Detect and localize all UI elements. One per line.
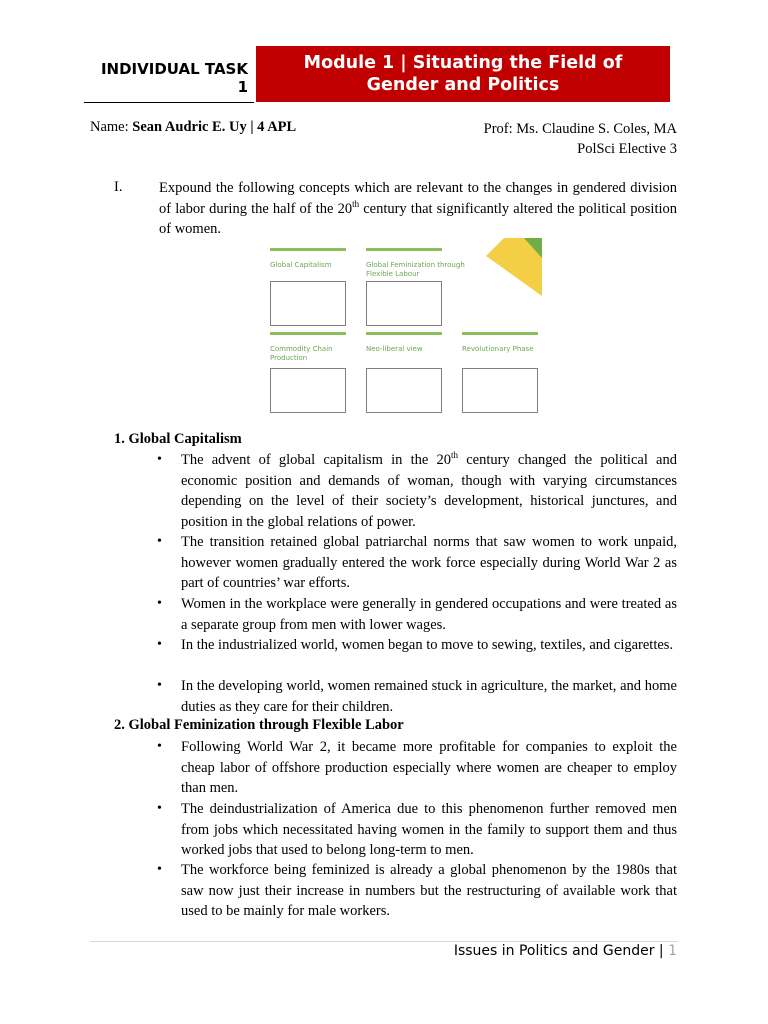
list-item bbox=[181, 860, 677, 922]
list-item bbox=[181, 676, 677, 717]
diagram-box-2 bbox=[366, 281, 442, 326]
task-label bbox=[101, 60, 248, 96]
footer-text: Issues in Politics and Gender | bbox=[453, 943, 669, 959]
bullet-text: Women in the workplace were generally in gendered occupations and were treated as a separate group from men with lower wages. bbox=[181, 596, 677, 633]
name-value: Sean Audric E. Uy | 4 APL bbox=[132, 119, 297, 135]
diagram-box-3 bbox=[270, 368, 346, 413]
student-name bbox=[90, 119, 296, 136]
list-item bbox=[181, 450, 677, 532]
professor: Prof: Ms. Claudine S. Coles, MA bbox=[483, 121, 677, 137]
list-item bbox=[181, 635, 677, 656]
footer-divider bbox=[90, 941, 678, 942]
bullet-text: In the industrialized world, women began to move to sewing, textiles, and cigarettes. bbox=[181, 637, 674, 653]
diagram-box-5 bbox=[462, 368, 538, 413]
page-number: 1 bbox=[668, 943, 677, 959]
list-item bbox=[181, 594, 677, 635]
diagram-bar-5 bbox=[462, 332, 538, 335]
task-label-line2: 1 bbox=[237, 78, 248, 96]
bullet-text: The transition retained global patriarchal norms that saw women to work unpaid, however women gradually entered the work force especially during World War 2 as part of countries’ war efforts. bbox=[181, 534, 677, 591]
course-info bbox=[484, 119, 677, 159]
bullet-text: The deindustrialization of America due to this phenomenon further removed men from jobs which necessitated having women in the family to support them and thus worked jobs that used to belong long-term to men. bbox=[181, 801, 677, 858]
concepts-diagram bbox=[262, 238, 542, 424]
corner-decoration bbox=[486, 238, 542, 296]
diagram-label-global-feminization: Global Feminization through Flexible Labour bbox=[366, 261, 465, 278]
bullet-text-cont: century changed the political and economic position and demands of woman, though with varying circumstances depending on the level of their society’s development, historical junctures, and position in the global relations of power. bbox=[181, 452, 677, 530]
bullet-text: The workforce being feminized is already a global phenomenon by the 1980s that saw now just their increase in numbers but the restructuring of available work that used to be mainly for male workers. bbox=[181, 862, 677, 919]
diagram-bar-2 bbox=[366, 248, 442, 251]
list-item bbox=[181, 737, 677, 799]
diagram-box-4 bbox=[366, 368, 442, 413]
diagram-label-neo-liberal: Neo-liberal view bbox=[366, 345, 423, 353]
instructions-part2: century that significantly altered the political position of women. bbox=[159, 200, 677, 237]
diagram-box-1 bbox=[270, 281, 346, 326]
course: PolSci Elective 3 bbox=[577, 141, 677, 157]
diagram-label-revolutionary-phase: Revolutionary Phase bbox=[462, 345, 534, 353]
diagram-bar-1 bbox=[270, 248, 346, 251]
bullet-text: The advent of global capitalism in the 20 bbox=[181, 452, 452, 468]
name-label: Name: bbox=[90, 119, 129, 135]
section-numeral: I. bbox=[114, 179, 123, 195]
module-title: Module 1 | Situating the Field of Gender and Politics bbox=[303, 53, 623, 95]
instructions-sup: th bbox=[352, 198, 360, 209]
task-label-box bbox=[84, 58, 254, 103]
item-heading-global-capitalism: 1. Global Capitalism bbox=[114, 431, 242, 447]
diagram-bar-4 bbox=[366, 332, 442, 335]
module-title-banner bbox=[256, 46, 670, 102]
diagram-label-global-capitalism: Global Capitalism bbox=[270, 261, 332, 269]
section-instructions bbox=[159, 178, 677, 240]
diagram-bar-3 bbox=[270, 332, 346, 335]
diagram-label-commodity-chain: Commodity Chain Production bbox=[270, 345, 333, 362]
bullet-text: Following World War 2, it became more profitable for companies to exploit the cheap labor of offshore production especially where women are cheaper to employ than men. bbox=[181, 739, 677, 796]
page-footer bbox=[454, 943, 677, 959]
list-item bbox=[181, 799, 677, 861]
bullet-sup: th bbox=[451, 450, 459, 461]
instructions-part1: Expound the following concepts which are relevant to the changes in gendered division of labor during the half of the 20 bbox=[159, 180, 677, 217]
task-label-line1: INDIVIDUAL TASK bbox=[100, 60, 248, 78]
list-item bbox=[181, 532, 677, 594]
bullet-text: In the developing world, women remained stuck in agriculture, the market, and home duties as they care for their children. bbox=[181, 678, 677, 715]
item-heading-global-feminization: 2. Global Feminization through Flexible Labor bbox=[114, 717, 404, 733]
